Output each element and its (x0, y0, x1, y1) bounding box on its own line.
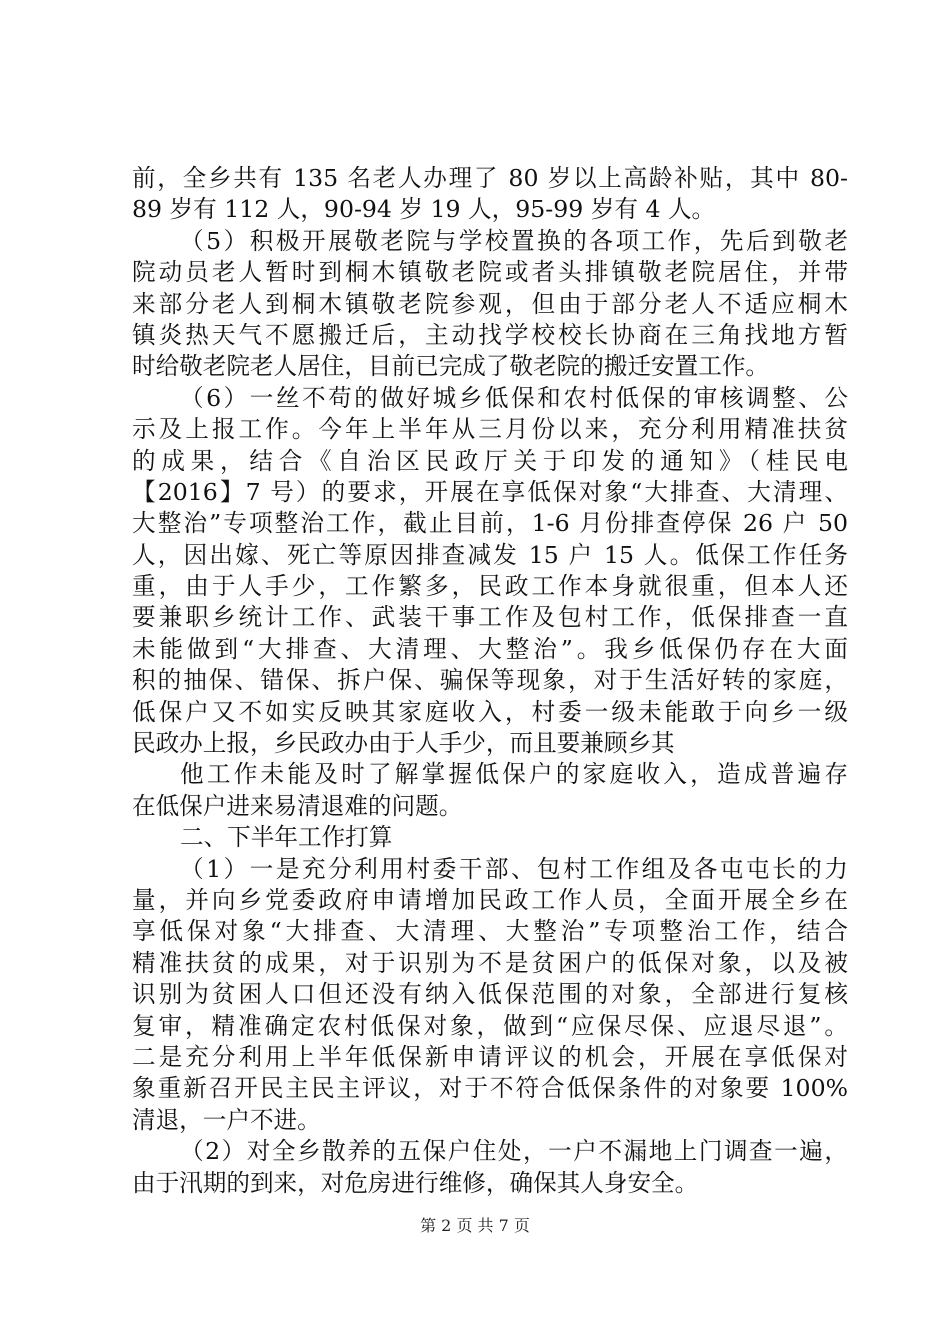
text-line: 清退，一户不进。 (132, 1105, 321, 1134)
text-line: 他工作未能及时了解掌握低保户的家庭收入，造成普遍存 (180, 760, 848, 789)
text-line: 的成果，结合《自治区民政厅关于印发的通知》（桂民电 (132, 446, 848, 475)
text-line: 重，由于人手少，工作繁多，民政工作本身就很重，但本人还 (132, 572, 848, 601)
text-line: 量，并向乡党委政府申请增加民政工作人员，全面开展全乡在 (132, 885, 848, 914)
text-line: 低保户又不如实反映其家庭收入，村委一级未能敢于向乡一级 (132, 697, 848, 726)
text-line: （6）一丝不苟的做好城乡低保和农村低保的审核调整、公 (180, 383, 848, 412)
document-body (132, 163, 848, 1199)
text-line: 院动员老人暂时到桐木镇敬老院或者头排镇敬老院居住，并带 (132, 258, 848, 287)
text-line: 复审，精准确定农村低保对象，做到“应保尽保、应退尽退”。 (132, 1011, 848, 1040)
text-line: 【2016】7 号）的要求，开展在享低保对象“大排查、大清理、 (132, 477, 848, 506)
text-line: 二、下半年工作打算 (180, 823, 393, 852)
text-line: 在低保户进来易清退难的问题。 (132, 791, 463, 820)
text-line: 来部分老人到桐木镇敬老院参观，但由于部分老人不适应桐木 (132, 289, 848, 318)
text-line: 精准扶贫的成果，对于识别为不是贫困户的低保对象，以及被 (132, 948, 848, 977)
page-footer: 第 2 页 共 7 页 (420, 1216, 530, 1235)
text-line: 积的抽保、错保、拆户保、骗保等现象，对于生活好转的家庭， (132, 666, 848, 695)
text-line: （1）一是充分利用村委干部、包村工作组及各屯屯长的力 (180, 854, 848, 883)
text-line: （2）对全乡散养的五保户住处，一户不漏地上门调查一遍， (180, 1137, 848, 1166)
text-line: 识别为贫困人口但还没有纳入低保范围的对象，全部进行复核 (132, 980, 848, 1009)
text-line: 大整治”专项整治工作，截止目前，1-6 月份排查停保 26 户 50 (132, 509, 848, 538)
text-line: 象重新召开民主民主评议，对于不符合低保条件的对象要 100% (132, 1074, 848, 1103)
text-line: 镇炎热天气不愿搬迁后，主动找学校校长协商在三角找地方暂 (132, 320, 848, 349)
text-line: 未能做到“大排查、大清理、大整治”。我乡低保仍存在大面 (132, 634, 848, 663)
text-line: 享低保对象“大排查、大清理、大整治”专项整治工作，结合 (132, 917, 848, 946)
text-line: 89 岁有 112 人，90-94 岁 19 人，95-99 岁有 4 人。 (132, 195, 716, 224)
text-line: （5）积极开展敬老院与学校置换的各项工作，先后到敬老 (180, 226, 848, 255)
text-line: 人，因出嫁、死亡等原因排查减发 15 户 15 人。低保工作任务 (132, 540, 848, 569)
text-line: 二是充分利用上半年低保新申请评议的机会，开展在享低保对 (132, 1042, 848, 1071)
text-line: 时给敬老院老人居住，目前已完成了敬老院的搬迁安置工作。 (132, 352, 770, 381)
text-line: 前，全乡共有 135 名老人办理了 80 岁以上高龄补贴，其中 80- (132, 164, 848, 192)
text-line: 由于汛期的到来，对危房进行维修，确保其人身安全。 (132, 1168, 699, 1197)
text-line: 示及上报工作。今年上半年从三月份以来，充分利用精准扶贫 (132, 415, 848, 444)
text-line: 要兼职乡统计工作、武装干事工作及包村工作，低保排查一直 (132, 603, 848, 632)
text-line: 民政办上报，乡民政办由于人手少，而且要兼顾乡其 (132, 729, 675, 758)
